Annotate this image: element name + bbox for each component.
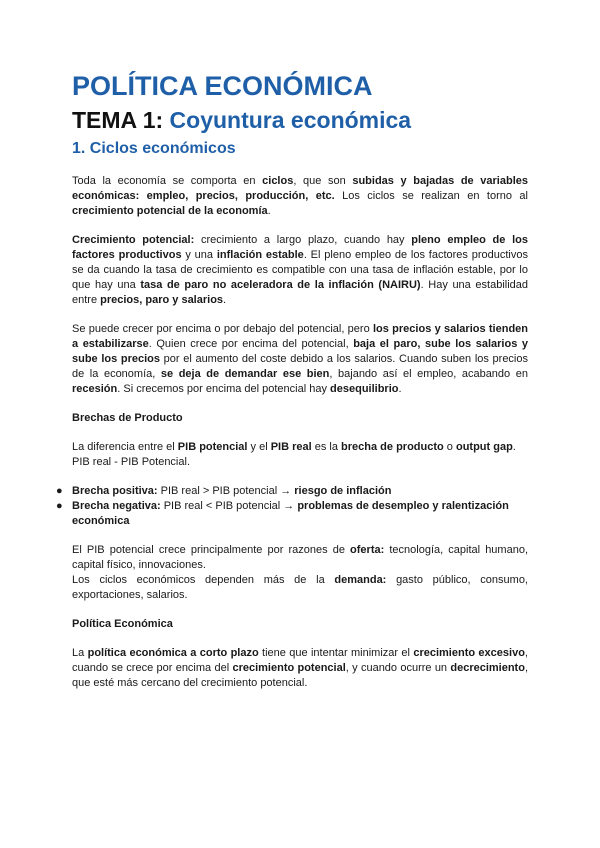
bold-run: crecimiento potencial de la economía (72, 205, 268, 217)
paragraph-crecimiento-potencial (72, 233, 528, 308)
bold-run: precios, paro y salarios (100, 294, 224, 306)
bold-run: se deja de demandar ese bien (160, 368, 330, 380)
paragraph-oferta (72, 543, 528, 573)
text-run: La diferencia entre el (72, 441, 178, 453)
text-run: . Hay una estabilidad entre (72, 279, 529, 306)
text-run: Los ciclos económicos dependen más de la (72, 574, 335, 586)
text-run: . (398, 383, 402, 395)
bold-run: brecha de producto (341, 441, 444, 453)
document-page (56, 68, 529, 705)
bold-run: output gap (455, 441, 513, 453)
text-run: . (512, 441, 516, 453)
bold-run: baja el paro, sube los salarios y sube los precios (72, 338, 528, 365)
topic-heading (72, 106, 528, 134)
bold-run: riesgo de inflación (294, 485, 392, 497)
text-run: PIB real > PIB potencial → (157, 485, 295, 497)
text-run: Los ciclos se realizan en torno al (334, 190, 528, 202)
bold-run: inflación estable (216, 249, 304, 261)
paragraph-ciclos (72, 174, 528, 219)
paragraph-brecha-producto (72, 440, 528, 470)
bold-run: Crecimiento potencial: (72, 234, 195, 246)
bold-run: tasa de paro no aceleradora de la inflación (NAIRU) (140, 279, 421, 291)
text-run: tecnología, capital humano, capital físico, innovaciones. (72, 544, 529, 571)
text-run: , que son (293, 175, 353, 187)
text-run: . (223, 294, 227, 306)
bold-run: política económica a corto plazo (87, 647, 259, 659)
bold-run: problemas de desempleo y ralentización económica (72, 500, 509, 527)
topic-subtitle: Coyuntura económica (169, 107, 412, 133)
topic-label: TEMA 1: (72, 107, 164, 133)
text-run: y una (181, 249, 217, 261)
text-run: tiene que intentar minimizar el (258, 647, 414, 659)
paragraph-politica-economica (72, 646, 528, 691)
text-run: El PIB potencial crece principalmente por razones de (72, 544, 351, 556)
bold-run: desequilibrio (330, 383, 399, 395)
text-run: . Quien crece por encima del potencial, (148, 338, 354, 350)
bold-run: crecimiento potencial (232, 662, 346, 674)
text-run: , bajando así el empleo, acabando en (329, 368, 528, 380)
text-run: . (267, 205, 271, 217)
list-item (56, 499, 528, 529)
bold-run: Brecha positiva: (72, 485, 158, 497)
paragraph-demanda (72, 573, 528, 603)
list-item (56, 484, 528, 499)
text-run: Se puede crecer por encima o por debajo del potencial, pero (72, 323, 373, 335)
bold-run: crecimiento excesivo (413, 647, 525, 659)
bold-run: los precios y salarios tienden a estabilizarse (72, 323, 528, 350)
text-run: , y cuando ocurre un (345, 662, 451, 674)
bold-run: demanda: (334, 574, 387, 586)
document-title: POLÍTICA ECONÓMICA (72, 71, 373, 101)
text-run: gasto público, consumo, exportaciones, salarios. (72, 574, 528, 601)
paragraph-potencial (72, 322, 528, 397)
bullet-icon: ● (56, 485, 63, 497)
section-heading-brechas: Brechas de Producto (72, 412, 183, 424)
text-run: por el aumento del coste debido a los salarios. Cuando suben los precios de la economía, (72, 353, 528, 380)
brechas-list (56, 484, 528, 529)
text-run: PIB real < PIB potencial → (160, 500, 298, 512)
bold-run: PIB real (270, 441, 312, 453)
bullet-icon: ● (56, 500, 63, 512)
text-run: crecimiento a largo plazo, cuando hay (194, 234, 412, 246)
bold-run: recesión (72, 383, 118, 395)
bold-run: pleno empleo de los factores productivos (72, 234, 529, 261)
bold-run: decrecimiento (450, 662, 525, 674)
bold-run: oferta: (350, 544, 385, 556)
bold-run: ciclos (262, 175, 294, 187)
text-run: es la (311, 441, 342, 453)
bold-run: subidas y bajadas de variables económicas: empleo, precios, producción, etc. (72, 175, 528, 202)
section-heading-ciclos: 1. Ciclos económicos (72, 140, 236, 157)
text-run: . El pleno empleo de los factores productivos se da cuando la tasa de crecimiento es compatible con una tasa de inflación estable, por lo que hay una (72, 249, 528, 291)
text-run: . Si crecemos por encima del potencial hay (117, 383, 331, 395)
text-run: , que esté más cercano del crecimiento potencial. (72, 662, 529, 689)
bold-run: PIB potencial (177, 441, 248, 453)
formula-text: PIB real - PIB Potencial. (72, 456, 190, 468)
text-run: y el (247, 441, 271, 453)
bold-run: Brecha negativa: (72, 500, 161, 512)
text-run: , cuando se crece por encima del (72, 647, 528, 674)
text-run: o (443, 441, 456, 453)
text-run: La (72, 647, 88, 659)
section-heading-politica: Política Económica (72, 618, 173, 630)
text-run: Toda la economía se comporta en (72, 175, 263, 187)
